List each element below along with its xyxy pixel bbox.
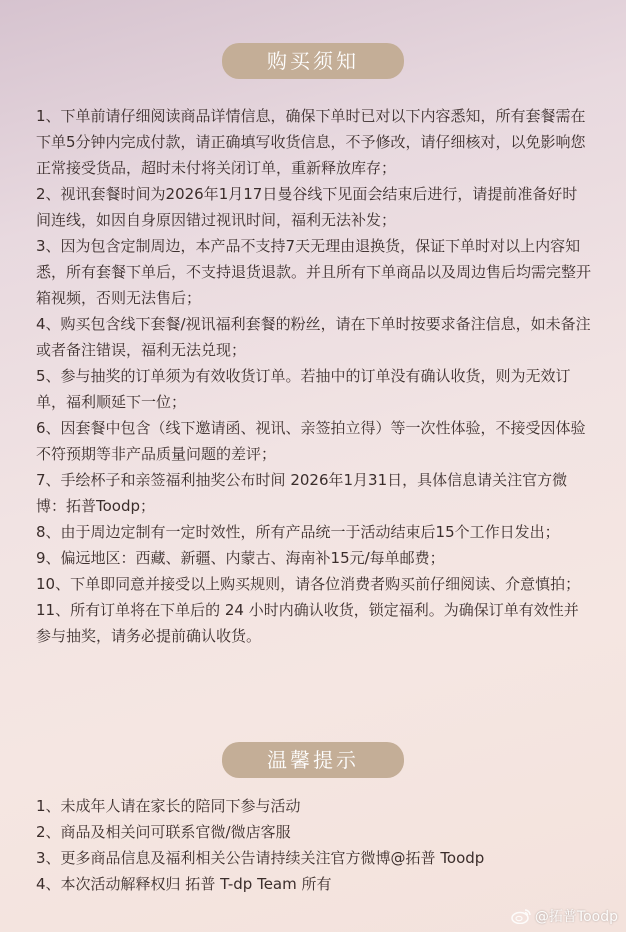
notice-item-4: 4、购买包含线下套餐/视讯福利套餐的粉丝，请在下单时按要求备注信息，如未备注或者备注错误，福利无法兑现； bbox=[36, 315, 591, 359]
notice-item-1: 1、下单前请仔细阅读商品详情信息，确保下单时已对以下内容悉知，所有套餐需在下单5分钟内完成付款，请正确填写收货信息，不予修改，请仔细核对，以免影响您正常接受货品，超时未付将关闭订单，重新释放库存； bbox=[36, 107, 586, 177]
notice-item-2: 2、视讯套餐时间为2026年1月17日曼谷线下见面会结束后进行，请提前准备好时间连线，如因自身原因错过视讯时间，福利无法补发； bbox=[36, 185, 578, 229]
notice-item-3: 3、因为包含定制周边，本产品不支持7天无理由退换货，保证下单时对以上内容知悉，所有套餐下单后，不支持退货退款。并且所有下单商品以及周边售后均需完整开箱视频，否则无法售后； bbox=[36, 237, 592, 307]
tips-item-3: 3、更多商品信息及福利相关公告请持续关注官方微博@拓普 Toodp bbox=[36, 849, 485, 867]
weibo-watermark bbox=[511, 906, 618, 926]
notice-item-7: 7、手绘杯子和亲签福利抽奖公布时间 2026年1月31日，具体信息请关注官方微博：拓普Toodp； bbox=[36, 471, 568, 515]
tips-list bbox=[36, 793, 592, 897]
notice-section-title: 购买须知 bbox=[222, 43, 404, 79]
tips-item-4: 4、本次活动解释权归 拓普 T-dp Team 所有 bbox=[36, 875, 332, 893]
tips-item-1: 1、未成年人请在家长的陪同下参与活动 bbox=[36, 797, 301, 815]
watermark-text: @拓普Toodp bbox=[534, 909, 618, 925]
notice-item-9: 9、偏远地区：西藏、新疆、内蒙古、海南补15元/每单邮费； bbox=[36, 549, 445, 567]
notice-item-6: 6、因套餐中包含（线下邀请函、视讯、亲签拍立得）等一次性体验，不接受因体验不符预期等非产品质量问题的差评； bbox=[36, 419, 586, 463]
notice-item-10: 10、下单即同意并接受以上购买规则，请各位消费者购买前仔细阅读、介意慎拍； bbox=[36, 575, 581, 593]
notice-item-5: 5、参与抽奖的订单须为有效收货订单。若抽中的订单没有确认收货，则为无效订单，福利顺延下一位； bbox=[36, 367, 571, 411]
tips-section-title: 温馨提示 bbox=[222, 742, 404, 778]
tips-item-2: 2、商品及相关问可联系官微/微店客服 bbox=[36, 823, 291, 841]
weibo-icon bbox=[511, 908, 531, 924]
notice-item-8: 8、由于周边定制有一定时效性，所有产品统一于活动结束后15个工作日发出； bbox=[36, 523, 560, 541]
notice-list bbox=[36, 103, 592, 649]
notice-item-11: 11、所有订单将在下单后的 24 小时内确认收货，锁定福利。为确保订单有效性并参与抽奖，请务必提前确认收货。 bbox=[36, 601, 579, 645]
